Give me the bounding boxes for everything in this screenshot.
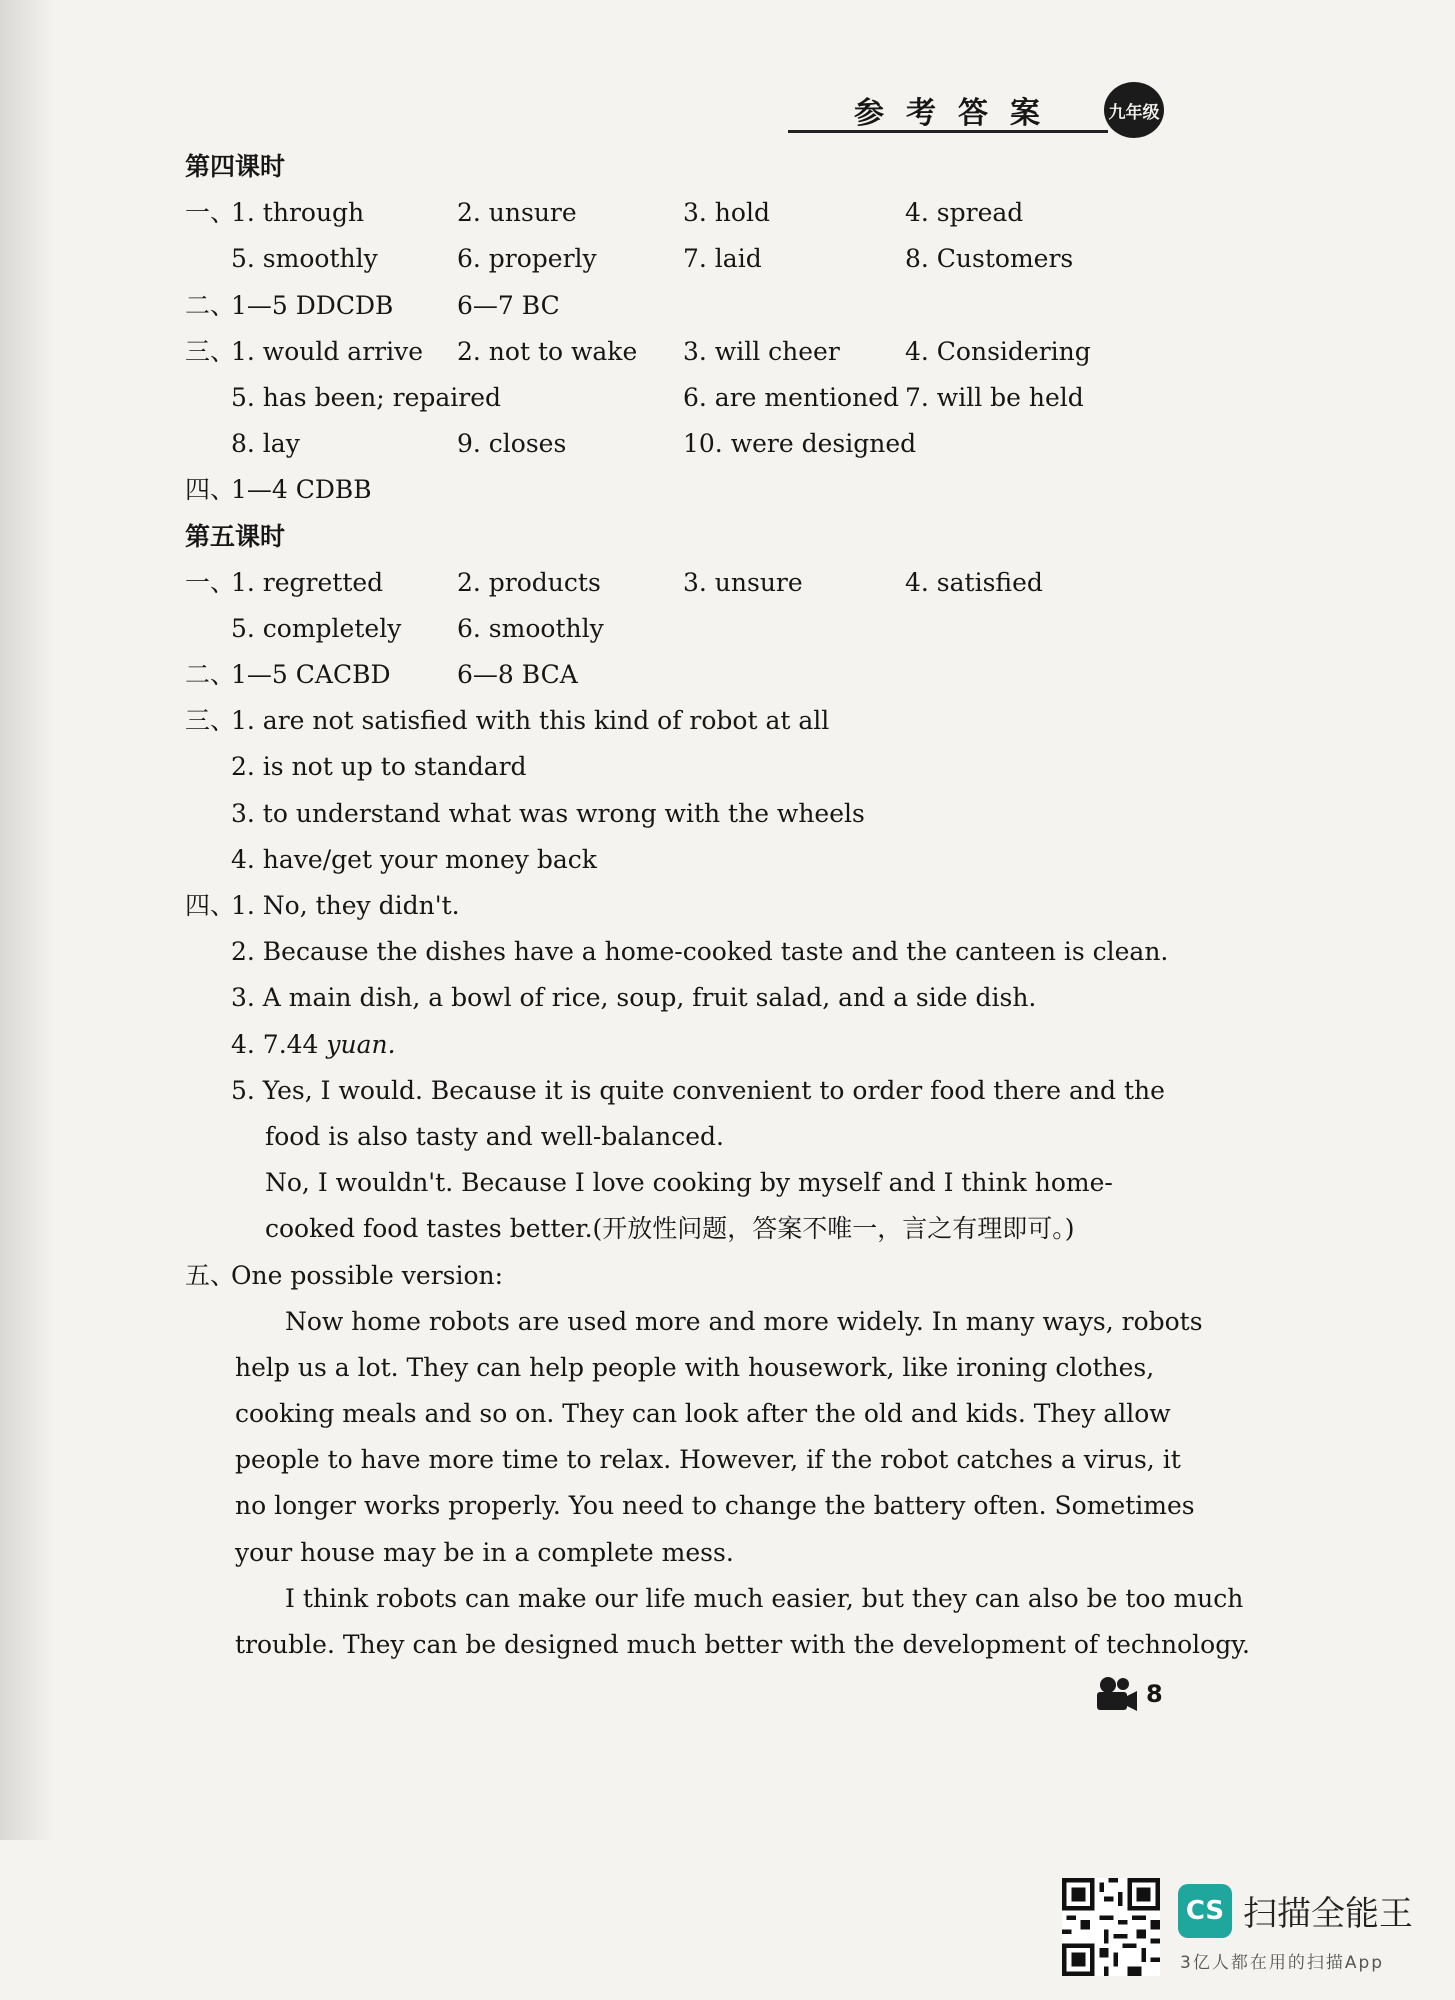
answer-content <box>185 144 1250 1668</box>
answer: 1—5 CACBD <box>231 660 391 690</box>
answer: 7. laid <box>683 244 762 274</box>
brand-tagline: 3亿人都在用的扫描App <box>1180 1953 1385 1973</box>
answer-line: 4. have/get your money back <box>231 844 597 874</box>
answer-line: No, I wouldn't. Because I love cooking by myself and I think home- <box>265 1168 1113 1198</box>
answer: 9. closes <box>457 429 567 459</box>
answer: 10. were designed <box>683 429 917 459</box>
essay-line: no longer works properly. You need to change the battery often. Sometimes <box>235 1491 1195 1521</box>
answer: 1. No, they didn't. <box>231 891 460 920</box>
answer: One possible version: <box>231 1260 504 1290</box>
answer: 8. lay <box>231 429 300 459</box>
section-label: 二、 <box>185 660 236 690</box>
answer: 5. completely <box>231 613 402 643</box>
section-label: 一、 <box>185 198 236 228</box>
header-rule <box>788 130 1108 133</box>
answer-row <box>185 698 1145 744</box>
essay-line: people to have more time to relax. However, if the robot catches a virus, it <box>235 1445 1181 1475</box>
answer-row <box>185 652 1145 698</box>
answer-line <box>185 1022 1145 1068</box>
answer-row <box>185 283 1145 329</box>
answer-row <box>185 560 1145 606</box>
essay-line: trouble. They can be designed much better with the development of technology. <box>235 1630 1250 1659</box>
answer-row <box>185 236 1145 282</box>
page-header <box>788 82 1168 142</box>
answer-line: food is also tasty and well-balanced. <box>265 1121 724 1151</box>
qr-code-icon <box>1062 1878 1160 1976</box>
answer-line: cooked food tastes better.(开放性问题，答案不唯一，言之有理即可。) <box>265 1214 1075 1244</box>
answer: 2. products <box>457 567 601 597</box>
answer-unit: yuan. <box>326 1029 396 1059</box>
answer-row <box>185 421 1145 467</box>
answer-row <box>185 329 1145 375</box>
answer: 7. will be held <box>905 382 1084 412</box>
answer: 1—5 DDCDB <box>231 290 394 320</box>
essay-line: Now home robots are used more and more widely. In many ways, robots <box>285 1306 1203 1336</box>
essay-line: I think robots can make our life much easier, but they can also be too much <box>285 1583 1244 1613</box>
answer: 2. unsure <box>457 198 577 228</box>
answer-row <box>185 1253 1145 1299</box>
answer: 5. has been; repaired <box>231 382 502 412</box>
lesson-title: 第五课时 <box>185 521 286 551</box>
essay-line: cooking meals and so on. They can look after the old and kids. They allow <box>235 1399 1171 1429</box>
section-label: 三、 <box>185 706 236 736</box>
header-title: 参考答案 <box>854 96 1062 131</box>
essay-line: help us a lot. They can help people with housework, like ironing clothes, <box>235 1352 1155 1382</box>
section-label: 三、 <box>185 336 236 366</box>
answer-row <box>185 606 1145 652</box>
answer-row <box>185 375 1145 421</box>
answer: 1. through <box>231 198 365 228</box>
answer: 1. would arrive <box>231 336 424 366</box>
answer-line: 2. is not up to standard <box>231 752 527 782</box>
answer: 4. satisfied <box>905 567 1043 597</box>
page-footer <box>1094 1676 1174 1716</box>
page-number: 8 <box>1146 1680 1163 1708</box>
answer: 1. regretted <box>231 567 384 597</box>
answer-row <box>185 190 1145 236</box>
answer: 6—8 BCA <box>457 660 578 690</box>
page-edge-shadow <box>0 0 55 1840</box>
grade-badge: 九年级 <box>1104 82 1164 138</box>
answer: 1—4 CDBB <box>231 475 372 505</box>
answer: 4. Considering <box>905 336 1091 366</box>
answer-line: 3. to understand what was wrong with the wheels <box>231 798 865 828</box>
lesson-title: 第四课时 <box>185 152 286 181</box>
section-label: 四、 <box>185 475 236 505</box>
camera-icon <box>1094 1676 1138 1712</box>
answer: 4. spread <box>905 198 1024 228</box>
answer: 6—7 BC <box>457 290 560 320</box>
answer: 5. smoothly <box>231 244 378 274</box>
cs-logo-icon: CS <box>1178 1884 1232 1938</box>
answer: 6. properly <box>457 244 597 274</box>
answer-line: 3. A main dish, a bowl of rice, soup, fruit salad, and a side dish. <box>231 983 1037 1013</box>
section-label: 一、 <box>185 567 236 597</box>
answer: 3. hold <box>683 198 770 228</box>
answer-row <box>185 467 1145 513</box>
section-label: 四、 <box>185 891 236 920</box>
answer: 2. not to wake <box>457 336 638 366</box>
answer-row <box>185 883 1145 929</box>
section-label: 二、 <box>185 290 236 320</box>
answer: 3. will cheer <box>683 336 840 366</box>
answer-line: 5. Yes, I would. Because it is quite convenient to order food there and the <box>231 1075 1165 1105</box>
essay-line: your house may be in a complete mess. <box>235 1537 734 1567</box>
answer: 8. Customers <box>905 244 1074 274</box>
answer-line: 2. Because the dishes have a home-cooked taste and the canteen is clean. <box>231 937 1169 967</box>
answer: 6. smoothly <box>457 613 604 643</box>
answer-number: 4. 7.44 <box>231 1029 327 1059</box>
answer: 1. are not satisfied with this kind of robot at all <box>231 706 830 736</box>
section-label: 五、 <box>185 1260 236 1290</box>
answer: 6. are mentioned <box>683 382 899 412</box>
brand-name: 扫描全能王 <box>1243 1894 1413 1934</box>
answer: 3. unsure <box>683 567 803 597</box>
